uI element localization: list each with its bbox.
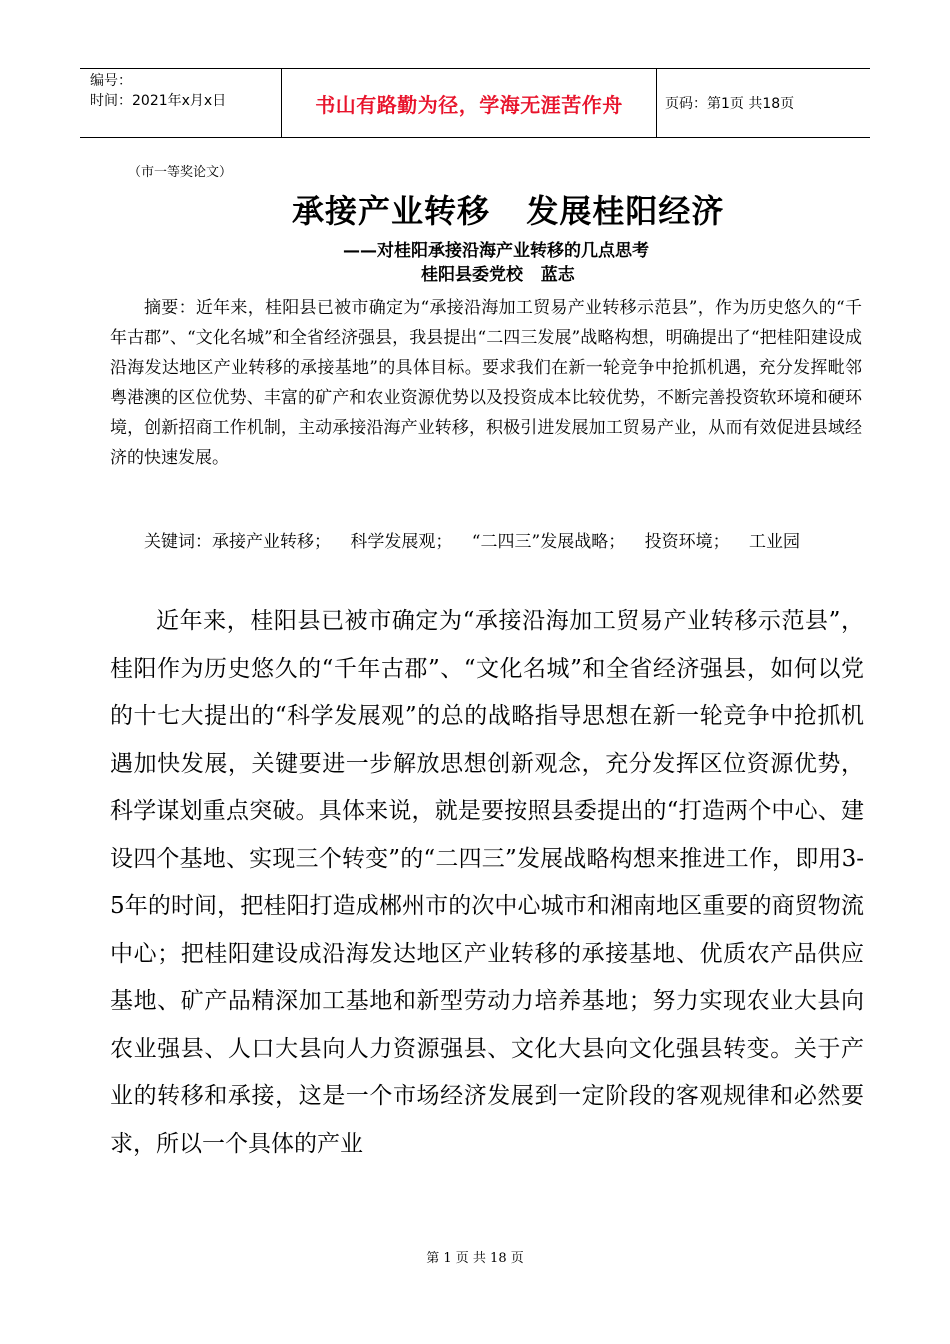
serial-label: 编号： [90, 73, 132, 89]
document-title: 承接产业转移 发展桂阳经济 [292, 192, 725, 230]
page-footer: 第 1 页 共 18 页 [426, 1251, 524, 1266]
document-subtitle: ——对桂阳承接沿海产业转移的几点思考 [343, 241, 649, 261]
body-paragraph: 近年来，桂阳县已被市确定为“承接沿海加工贸易产业转移示范县”，桂阳作为历史悠久的“千年古郡”、“文化名城”和全省经济强县，如何以党的十七大提出的“科学发展观”的总的战略指导思想在新一轮竞争中抢抓机遇加快发展，关键要进一步解放思想创新观念，充分发挥区位资源优势，科学谋划重点突破。具体来说，就是要按照县委提出的“打造两个中心、建设四个基地、实现三个转变”的“二四三”发展战略构想来推进工作，即用3-5年的时间，把桂阳打造成郴州市的次中心城市和湘南地区重要的商贸物流中心；把桂阳建设成沿海发达地区产业转移的承接基地、优质农产品供应基地、矿产品精深加工基地和新型劳动力培养基地；努力实现农业大县向农业强县、人口大县向人力资源强县、文化大县向文化强县转变。关于产业的转移和承接，这是一个市场经济发展到一定阶段的客观规律和必然要求，所以一个具体的产业 [110, 608, 864, 1157]
motto-cell [281, 69, 657, 137]
page-info: 页码：第1页 共18页 [665, 96, 795, 112]
time-label: 时间：2021年x月x日 [90, 93, 227, 109]
header-meta-cell [80, 69, 281, 137]
motto-text: 书山有路勤为径，学海无涯苦作舟 [315, 92, 623, 117]
header-table [80, 68, 870, 138]
document-author: 桂阳县委党校 蓝志 [421, 265, 575, 285]
keywords-paragraph: 关键词：承接产业转移； 科学发展观； “二四三”发展战略； 投资环境； 工业园 [144, 532, 800, 552]
award-tag: （市一等奖论文） [128, 165, 233, 180]
abstract-paragraph: 摘要：近年来，桂阳县已被市确定为“承接沿海加工贸易产业转移示范县”，作为历史悠久的“千年古郡”、“文化名城”和全省经济强县，我县提出“二四三发展”战略构想，明确提出了“把桂阳建设成沿海发达地区产业转移的承接基地”的具体目标。要求我们在新一轮竞争中抢抓机遇，充分发挥毗邻粤港澳的区位优势、丰富的矿产和农业资源优势以及投资成本比较优势，不断完善投资软环境和硬环境，创新招商工作机制，主动承接沿海产业转移，积极引进发展加工贸易产业，从而有效促进县域经济的快速发展。 [110, 298, 862, 468]
page-info-cell [657, 69, 870, 137]
